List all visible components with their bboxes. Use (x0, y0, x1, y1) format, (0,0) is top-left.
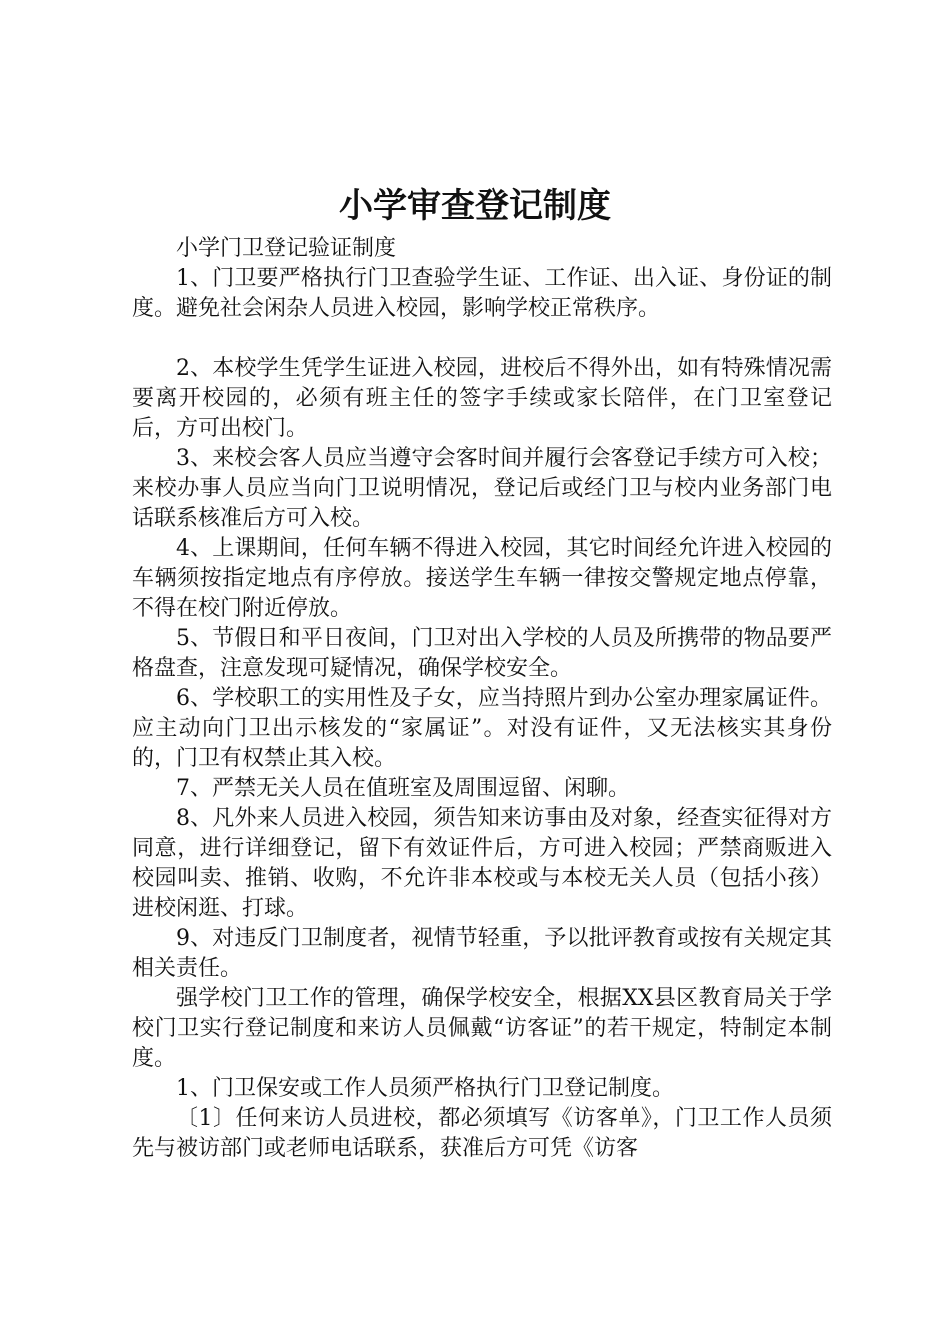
rule-paragraph-1: 1、门卫要严格执行门卫查验学生证、工作证、出入证、身份证的制度。避免社会闲杂人员进入校园，影响学校正常秩序。 (132, 266, 832, 321)
rule-paragraph-4: 4、上课期间，任何车辆不得进入校园，其它时间经允许进入校园的车辆须按指定地点有序停放。接送学生车辆一律按交警规定地点停靠，不得在校门附近停放。 (132, 536, 832, 621)
rule-paragraph-3: 3、来校会客人员应当遵守会客时间并履行会客登记手续方可入校；来校办事人员应当向门卫说明情况，登记后或经门卫与校内业务部门电话联系核准后方可入校。 (132, 446, 832, 531)
document-title: 小学审查登记制度 (339, 186, 611, 226)
rule-paragraph-8: 8、凡外来人员进入校园，须告知来访事由及对象，经查实征得对方同意，进行详细登记，留下有效证件后，方可进入校园；严禁商贩进入校园叫卖、推销、收购，不允许非本校或与本校无关人员（包括小孩）进校闲逛、打球。 (132, 806, 832, 921)
rule-paragraph-1b: 1、门卫保安或工作人员须严格执行门卫登记制度。 (176, 1076, 674, 1101)
rule-paragraph-7: 7、严禁无关人员在值班室及周围逗留、闲聊。 (176, 776, 630, 801)
rule-paragraph-2: 2、本校学生凭学生证进入校园，进校后不得外出，如有特殊情况需要离开校园的，必须有班主任的签字手续或家长陪伴，在门卫室登记后，方可出校门。 (132, 356, 832, 441)
rule-paragraph-6: 6、学校职工的实用性及子女，应当持照片到办公室办理家属证件。应主动向门卫出示核发的“家属证”。对没有证件，又无法核实其身份的，门卫有权禁止其入校。 (132, 686, 832, 771)
section-heading: 小学门卫登记验证制度 (176, 236, 397, 261)
intro-paragraph: 强学校门卫工作的管理，确保学校安全，根据XX县区教育局关于学校门卫实行登记制度和来访人员佩戴“访客证”的若干规定，特制定本制度。 (132, 986, 832, 1071)
sub-rule-paragraph-1: 〔1〕任何来访人员进校，都必须填写《访客单》，门卫工作人员须先与被访部门或老师电话联系，获准后方可凭《访客 (132, 1106, 832, 1161)
document-body (132, 234, 832, 1164)
rule-paragraph-9: 9、对违反门卫制度者，视情节轻重，予以批评教育或按有关规定其相关责任。 (132, 926, 832, 981)
rule-paragraph-5: 5、节假日和平日夜间，门卫对出入学校的人员及所携带的物品要严格盘查，注意发现可疑情况，确保学校安全。 (132, 626, 832, 681)
